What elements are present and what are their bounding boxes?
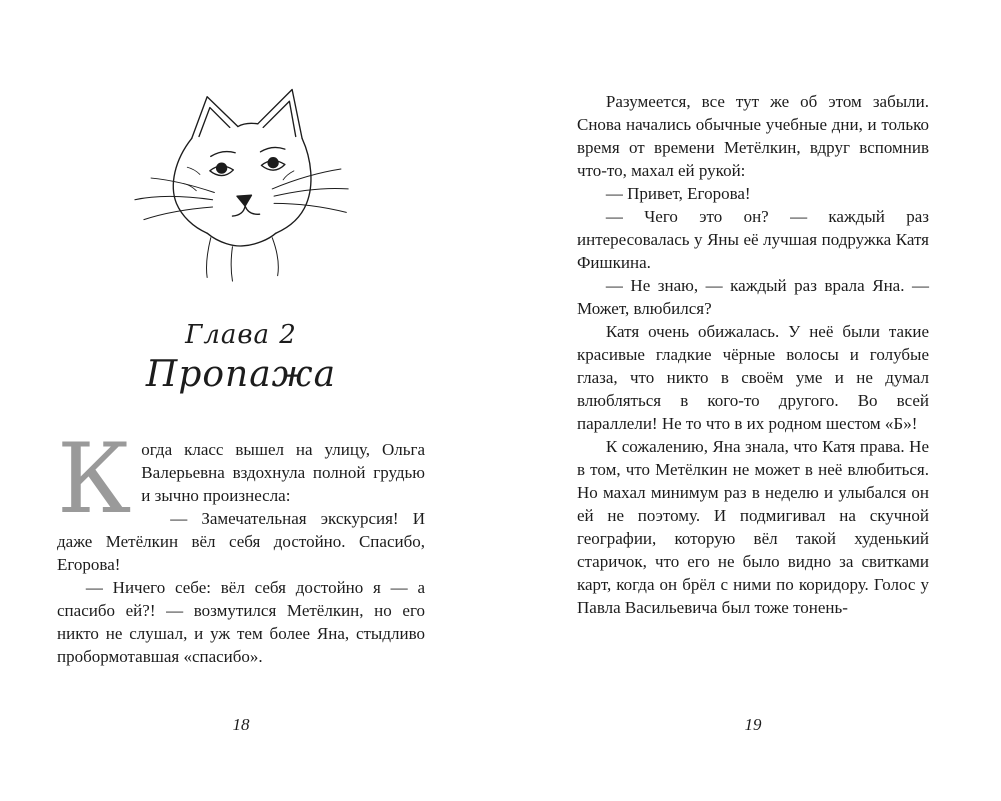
page-left (0, 0, 500, 801)
paragraph: — Чего это он? — каждый раз интересовалась у Яны её лучшая подружка Катя Фишкина. (577, 207, 929, 272)
chapter-label: Глава 2 (185, 320, 297, 350)
paragraph: Разумеется, все тут же об этом забыли. Снова начались обычные учебные дни, и только время от времени Метёлкин, вдруг вспомнив что-то, махал ей рукой: (577, 92, 929, 180)
paragraph-text: огда класс вышел на улицу, Ольга Валерьевна вздохнула полной грудью и зычно произнесла: (141, 440, 425, 505)
drop-cap: К (57, 423, 132, 535)
page-left-content (0, 0, 500, 668)
paragraph: — Ничего себе: вёл себя достойно я — а спасибо ей?! — возмутился Метёлкин, но его никто не слушал, и уж тем более Яна, стыдливо пробормотавшая «спасибо». (57, 578, 425, 666)
chapter-title: Пропажа (145, 354, 337, 395)
page-right (500, 0, 1000, 801)
page-number: 19 (744, 715, 762, 734)
paragraph: — Привет, Егорова! (605, 184, 751, 203)
paragraph: — Замечательная экскурсия! И даже Метёлкин вёл себя достойно. Спасибо, Егорова! (57, 509, 425, 574)
paragraph (57, 423, 425, 535)
chapter-heading (57, 320, 425, 396)
paragraph: Катя очень обижалась. У неё были такие красивые гладкие чёрные волосы и голубые глаза, что никто в своём уме и не думал влюбляться в кого-то другого. Во всей параллели! Не то что в их родном шестом «Б»! (577, 322, 929, 433)
right-body-text (577, 90, 929, 619)
page-right-content (500, 0, 1000, 619)
paragraph: — Не знаю, — каждый раз врала Яна. — Может, влюбился? (577, 276, 929, 318)
cat-illustration (124, 82, 359, 294)
left-body-text (57, 423, 425, 668)
page-number: 18 (232, 715, 250, 734)
paragraph: К сожалению, Яна знала, что Катя права. Не в том, что Метёлкин не может в неё влюбиться. Но махал минимум раз в неделю и улыбался он ей не поэтому. И подмигивал на скучной географии, которую вёл такой худенький старичок, что его не было видно за свитками карт, когда он брёл с ними по коридору. Голос у Павла Васильевича был тоже тонень- (577, 437, 929, 617)
